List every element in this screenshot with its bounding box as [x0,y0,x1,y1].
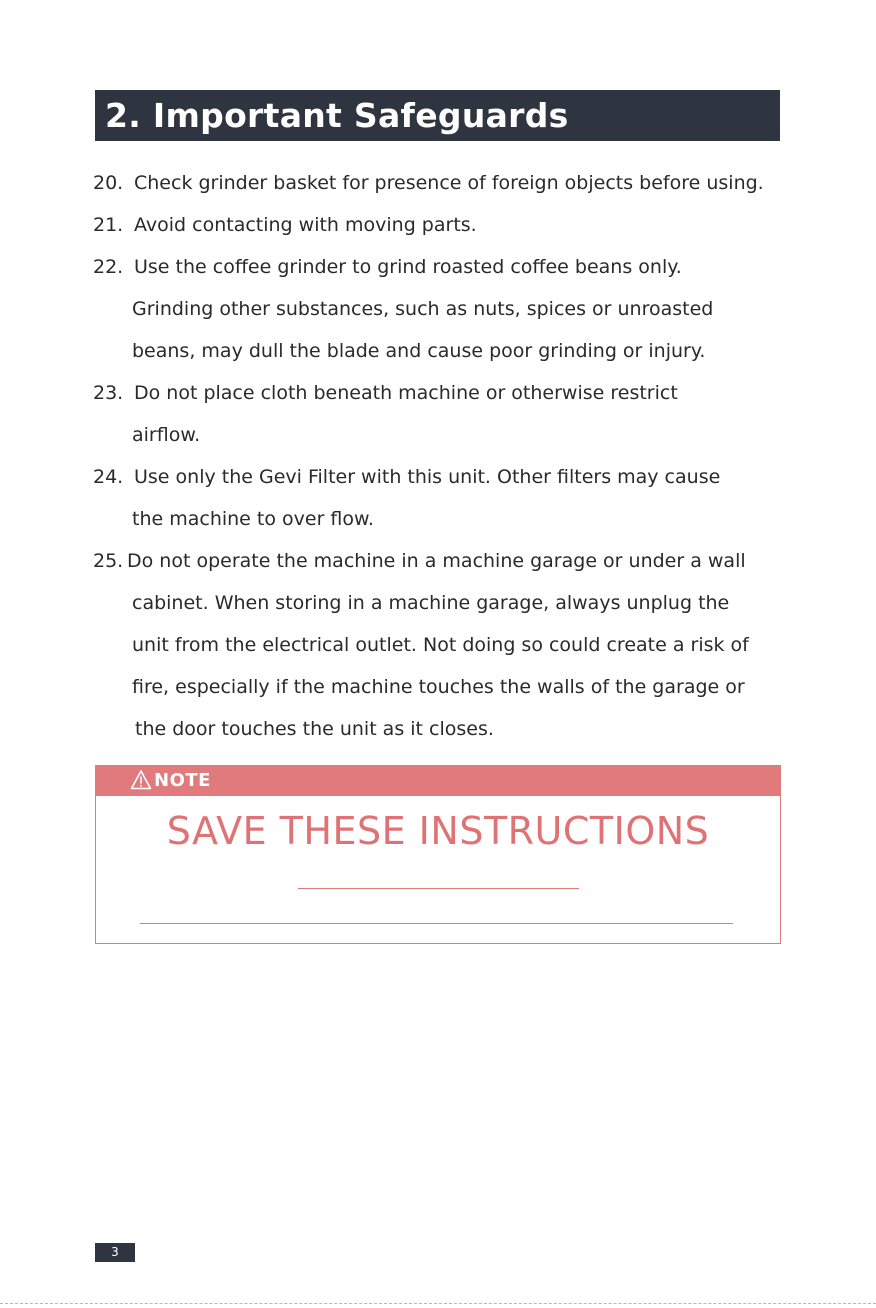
safeguard-number: 24. [93,466,124,488]
safeguard-text: cabinet. When storing in a machine garage, always unplug the [132,592,730,614]
safeguard-number: 20. [93,172,124,194]
safeguard-text: airflow. [132,424,201,446]
safeguard-number: 25. [93,550,124,572]
page-edge [0,1303,876,1304]
note-label: NOTE [154,770,211,791]
safeguard-text: Use only the Gevi Filter with this unit. Other filters may cause [134,466,721,488]
safeguard-text: fire, especially if the machine touches the walls of the garage or [132,676,745,698]
safeguard-number: 23. [93,382,124,404]
safeguard-number: 22. [93,256,124,278]
safeguard-text: the door touches the unit as it closes. [135,718,494,740]
section-header [95,90,780,141]
safeguard-text: Use the coffee grinder to grind roasted coffee beans only. [134,256,682,278]
safeguard-item-25 [93,540,793,750]
warning-triangle-icon [130,769,152,791]
note-bar [96,766,780,796]
section-title: 2. Important Safeguards [105,96,569,135]
divider [140,923,733,924]
safeguard-text: Do not operate the machine in a machine garage or under a wall [127,550,746,572]
safeguards-list [93,162,793,750]
safeguard-item-24 [93,456,793,540]
safeguard-text: beans, may dull the blade and cause poor grinding or injury. [132,340,706,362]
save-instructions-heading: SAVE THESE INSTRUCTIONS [166,809,710,853]
divider [298,888,579,889]
safeguard-item-20 [93,162,793,204]
safeguard-text: the machine to over flow. [132,508,374,530]
safeguard-item-22 [93,246,793,372]
safeguard-text: Avoid contacting with moving parts. [134,214,477,236]
safeguard-item-21 [93,204,793,246]
safeguard-text: Do not place cloth beneath machine or otherwise restrict [134,382,678,404]
note-box [95,765,781,944]
page-number: 3 [95,1243,135,1262]
safeguard-text: unit from the electrical outlet. Not doing so could create a risk of [132,634,749,656]
safeguard-text: Check grinder basket for presence of foreign objects before using. [134,172,764,194]
safeguard-text: Grinding other substances, such as nuts, spices or unroasted [132,298,714,320]
safeguard-number: 21. [93,214,124,236]
safeguard-item-23 [93,372,793,456]
